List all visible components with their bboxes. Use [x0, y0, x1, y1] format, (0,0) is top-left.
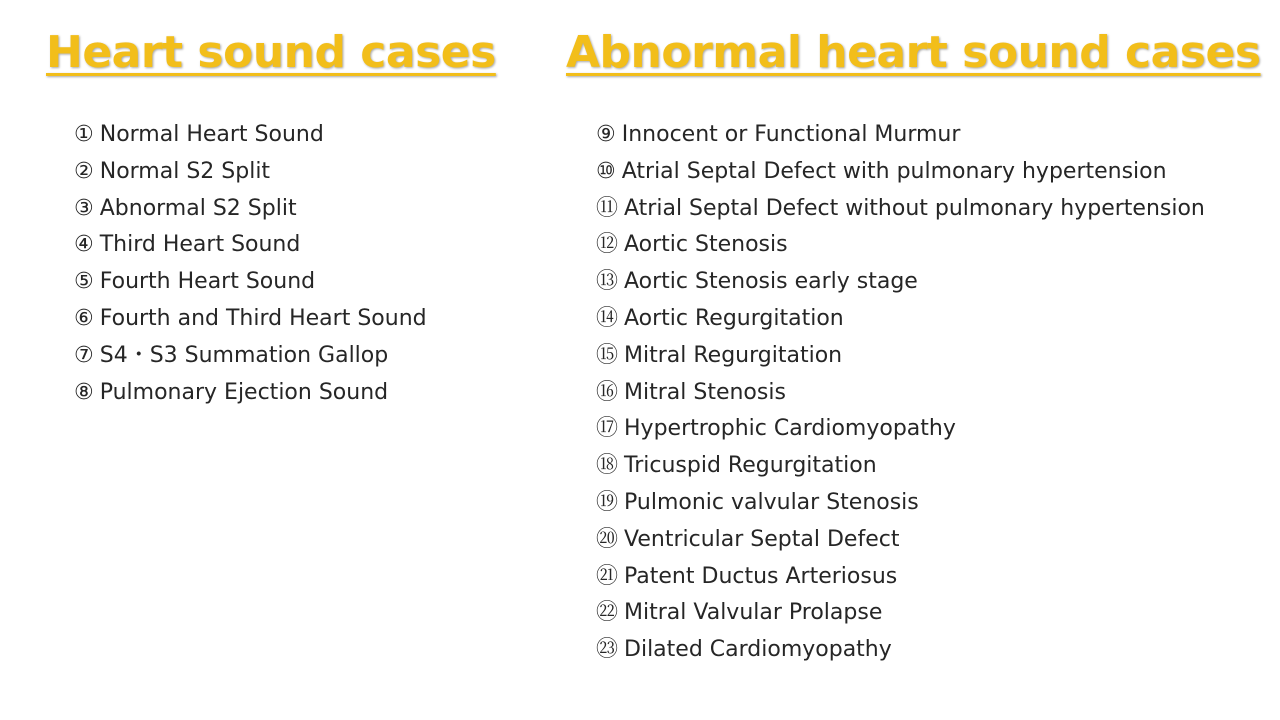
item-number: ⑦ [74, 342, 94, 368]
item-label: S4・S3 Summation Gallop [99, 342, 389, 368]
item-number: ⑩ [596, 158, 616, 184]
heart-sound-cases-list [74, 117, 427, 411]
item-label: Aortic Stenosis early stage [624, 269, 918, 295]
list-item [596, 375, 1205, 412]
item-number: ⑥ [74, 305, 94, 331]
list-item [596, 632, 1205, 669]
item-label: Mitral Valvular Prolapse [624, 600, 883, 626]
list-item [596, 117, 1205, 154]
item-number: ① [74, 122, 94, 147]
item-label: Fourth and Third Heart Sound [99, 305, 427, 331]
list-item [596, 448, 1205, 485]
item-number: ⑫ [596, 232, 619, 258]
item-label: Mitral Regurgitation [624, 342, 843, 368]
list-item [596, 522, 1205, 559]
list-item [596, 411, 1205, 448]
item-number: ⑰ [596, 416, 619, 442]
list-item [596, 485, 1205, 522]
item-label: Atrial Septal Defect with pulmonary hypertension [621, 158, 1167, 184]
item-number: ⑨ [596, 122, 616, 147]
item-number: ⑪ [596, 195, 619, 221]
item-label: Atrial Septal Defect without pulmonary hypertension [624, 195, 1205, 221]
item-label: Fourth Heart Sound [99, 269, 316, 295]
item-number: ⑬ [596, 269, 619, 295]
item-label: Abnormal S2 Split [99, 195, 297, 221]
item-number: ⑮ [596, 342, 619, 368]
item-label: Tricuspid Regurgitation [624, 453, 877, 479]
item-label: Ventricular Septal Defect [624, 526, 900, 552]
item-number: ④ [74, 232, 94, 258]
item-number: ⑳ [596, 526, 619, 552]
item-number: ⑯ [596, 379, 619, 405]
list-item [74, 301, 427, 338]
item-label: Pulmonary Ejection Sound [99, 379, 389, 405]
list-item [596, 191, 1205, 228]
item-label: Third Heart Sound [99, 232, 301, 258]
item-label: Aortic Regurgitation [624, 305, 844, 331]
list-item [74, 154, 427, 191]
list-item [596, 301, 1205, 338]
list-item [74, 117, 427, 154]
list-item [596, 338, 1205, 375]
item-label: Pulmonic valvular Stenosis [624, 489, 919, 515]
list-item [596, 595, 1205, 632]
list-item [596, 264, 1205, 301]
item-number: ⑤ [74, 269, 94, 295]
abnormal-heart-sound-cases-title: Abnormal heart sound cases [566, 27, 1261, 78]
item-number: ⑲ [596, 489, 619, 515]
item-number: ② [74, 158, 94, 184]
list-item [74, 338, 427, 375]
item-label: Aortic Stenosis [624, 232, 788, 258]
list-item [74, 191, 427, 228]
item-label: Dilated Cardiomyopathy [624, 637, 892, 663]
abnormal-heart-sound-cases-list [596, 117, 1205, 669]
list-item [74, 264, 427, 301]
item-label: Hypertrophic Cardiomyopathy [624, 416, 956, 442]
item-label: Normal Heart Sound [99, 122, 324, 147]
item-label: Patent Ductus Arteriosus [624, 563, 898, 589]
item-number: ㉒ [596, 600, 619, 626]
list-item [74, 227, 427, 264]
item-label: Mitral Stenosis [624, 379, 786, 405]
item-number: ③ [74, 195, 94, 221]
list-item [74, 375, 427, 412]
item-number: ⑭ [596, 305, 619, 331]
item-number: ⑧ [74, 379, 94, 405]
item-label: Normal S2 Split [99, 158, 271, 184]
list-item [596, 227, 1205, 264]
list-item [596, 154, 1205, 191]
item-number: ㉑ [596, 563, 619, 589]
list-item [596, 559, 1205, 596]
heart-sound-cases-title: Heart sound cases [46, 27, 496, 78]
item-number: ⑱ [596, 453, 619, 479]
item-label: Innocent or Functional Murmur [621, 122, 961, 147]
item-number: ㉓ [596, 637, 619, 663]
